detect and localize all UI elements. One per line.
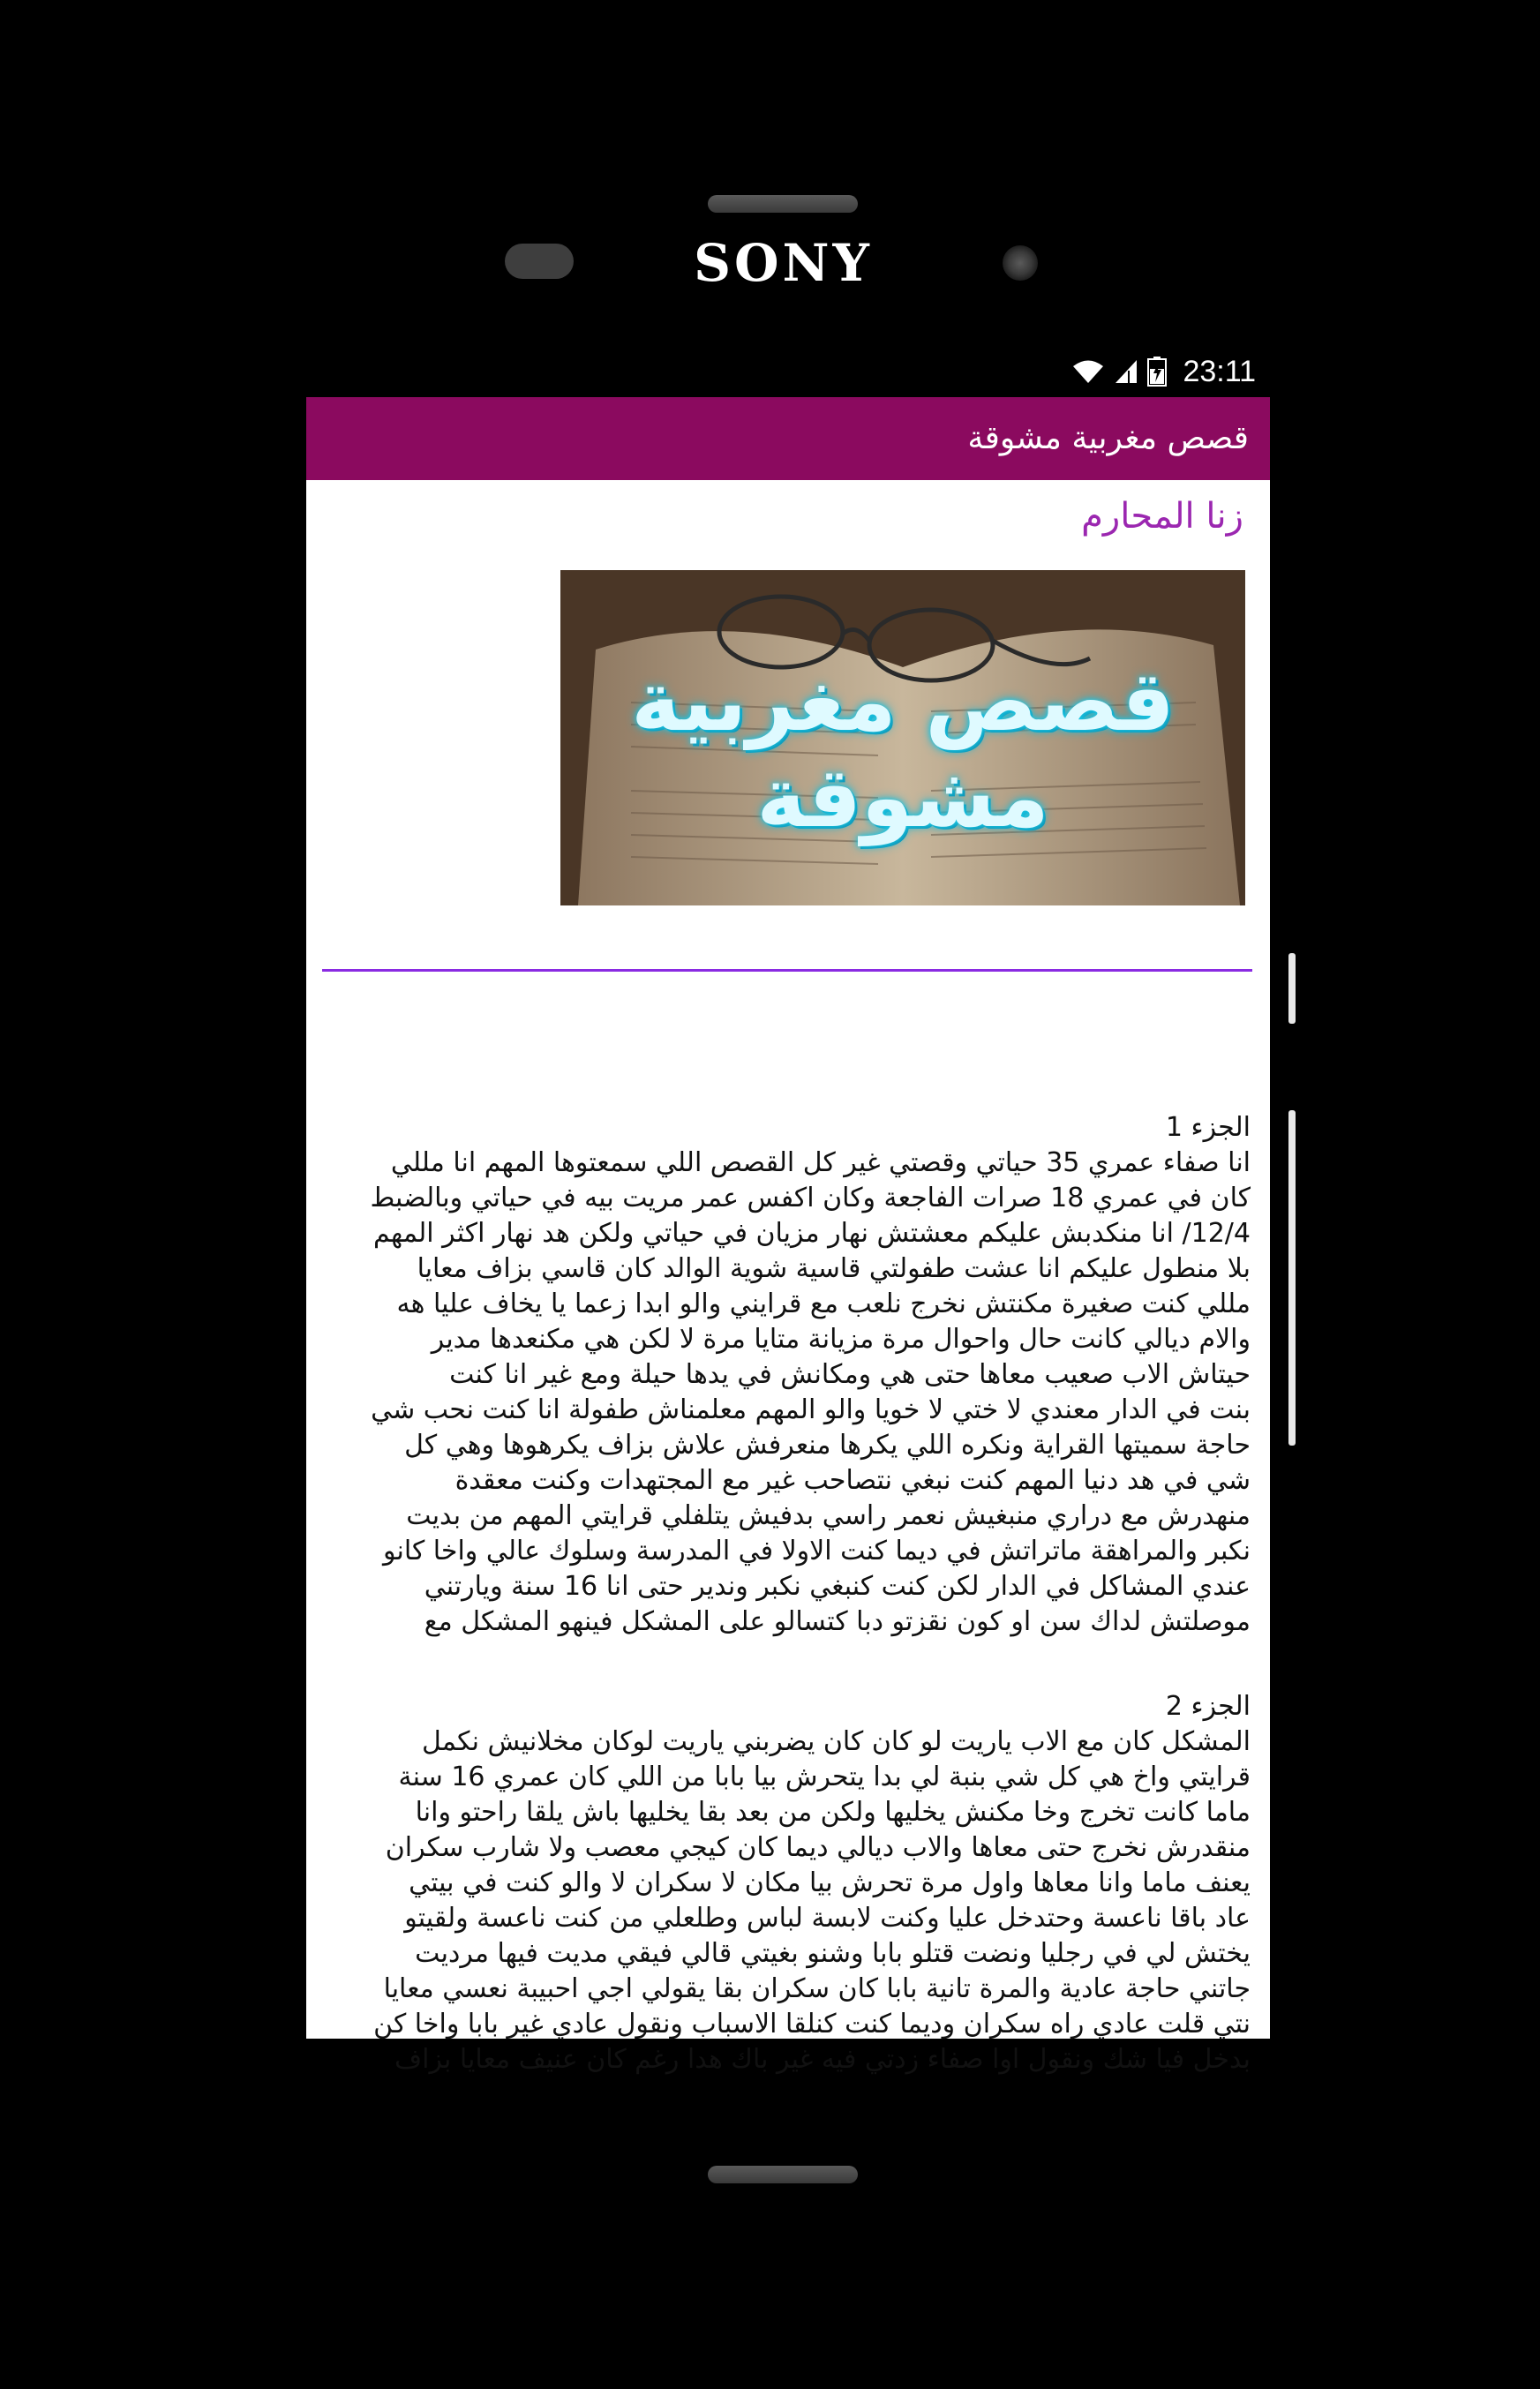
part-1-heading: الجزء 1 bbox=[1165, 1112, 1251, 1143]
proximity-sensor bbox=[505, 244, 574, 279]
status-icons bbox=[1071, 346, 1256, 397]
story-title: زنا المحارم bbox=[1081, 496, 1243, 537]
status-bar bbox=[306, 346, 1270, 397]
battery-icon bbox=[1147, 357, 1167, 387]
phone-screen bbox=[306, 346, 1270, 2075]
part-2-heading: الجزء 2 bbox=[1165, 1691, 1251, 1722]
app-title: قصص مغربية مشوقة bbox=[967, 420, 1249, 456]
part-1-body: انا صفاء عمري 35 حياتي وقصتي غير كل القصص اللي سمعتوها المهم انا مللي كان في عمري 18 صرات الفاجعة وكان اكفس عمر مريت بيه في حياتي وبالضبط 12/4/ انا منكدبش عليكم معشتش نهار مزيان في حياتي ولكن هد نهار اكثر المهم بلا منطول عليكم انا عشت طفولتي قاسية شوية الوالد كان قاسي بزاف معايا مللي كنت صغيرة مكنتش نخرج نلعب مع قرايني والو ابدا زعما يا يخاف عليا هه والام ديالي كانت حال واحوال مرة مزيانة متايا مرة لا لكن هي مكنعدها مدير حيتاش الاب صعيب معاها حتى هي ومكانش في يدها حيلة ومع غير انا كنت بنت في الدار معندي لا ختي لا خويا والو المهم معلمناش طفولة انا كنت نحب شي حاجة سميتها القراية ونكره اللي يكرها منعرفش علاش بزاف يكرهوها وهي كل شي في هد دنيا المهم كنت نبغي نتصاحب غير مع المجتهدات وكنت معقدة منهدرش مع دراري منبغيش نعمر راسي بدفيش يتلفلي قرايتي المهم من بديت نكبر والمراهقة ماتراتش في ديما كنت الاولا في المدرسة وسلوك عالي واخا كانو عندي المشاكل في الدار لكن كنت كنبغي نكبر وندير حتى انا 16 سنة ويارتني موصلتش لداك سن او كون نقزتو دبا كتسالو على المشكل فينهو المشكل مع bbox=[370, 1147, 1251, 1637]
banner-text: قصص مغربية مشوقة bbox=[631, 654, 1175, 846]
device-brand-logo: SONY bbox=[694, 233, 873, 293]
earpiece-speaker bbox=[708, 195, 858, 213]
story-content bbox=[324, 1110, 1251, 2127]
section-divider bbox=[322, 969, 1252, 972]
signal-icon bbox=[1114, 358, 1138, 385]
part-2-body: المشكل كان مع الاب ياريت لو كان كان يضربني ياريت لوكان مخلانيش نكمل قرايتي واخ هي كل شي بنبة لي بدا يتحرش بيا بابا من اللي كان عمري 16 سنة ماما كانت تخرج وخا مكنش يخليها ولكن من بعد بقا يخليها باش يلقا راحتو وانا منقدرش نخرج حتى معاها والاب ديالي ديما كان كيجي معصب ولا شارب سكران يعنف ماما وانا معاها واول مرة تحرش بيا مكان لا سكران لا والو كنت في بيتي عاد باقا ناعسة وحتدخل عليا وكنت لابسة لباس وطلعلي من كنت ناعسة ولقيتو يختش لي في رجليا ونضت قتلو بابا وشنو بغيتي قالي فيقي مديت فيها مرديت جاتني حاجة عادية والمرة تانية بابا كان سكران بقا يقولي اجي احبيبة نعسي معايا نتي قلت عادي راه سكران وديما كنت كنلقا الاسباب ونقول عادي غير بابا واخا كن بدخل فيا شك ونقول اوا صفاء زدتي فيه غير باك هدا رغم كان عنيف معايا بزاف bbox=[373, 1726, 1251, 2075]
front-camera bbox=[1003, 245, 1038, 281]
bottom-speaker bbox=[708, 2166, 858, 2183]
story-banner-image bbox=[560, 570, 1245, 905]
app-bar bbox=[306, 397, 1270, 480]
wifi-icon bbox=[1071, 358, 1105, 385]
power-button bbox=[1288, 953, 1296, 1024]
volume-button bbox=[1288, 1110, 1296, 1446]
status-time: 23:11 bbox=[1183, 354, 1256, 388]
